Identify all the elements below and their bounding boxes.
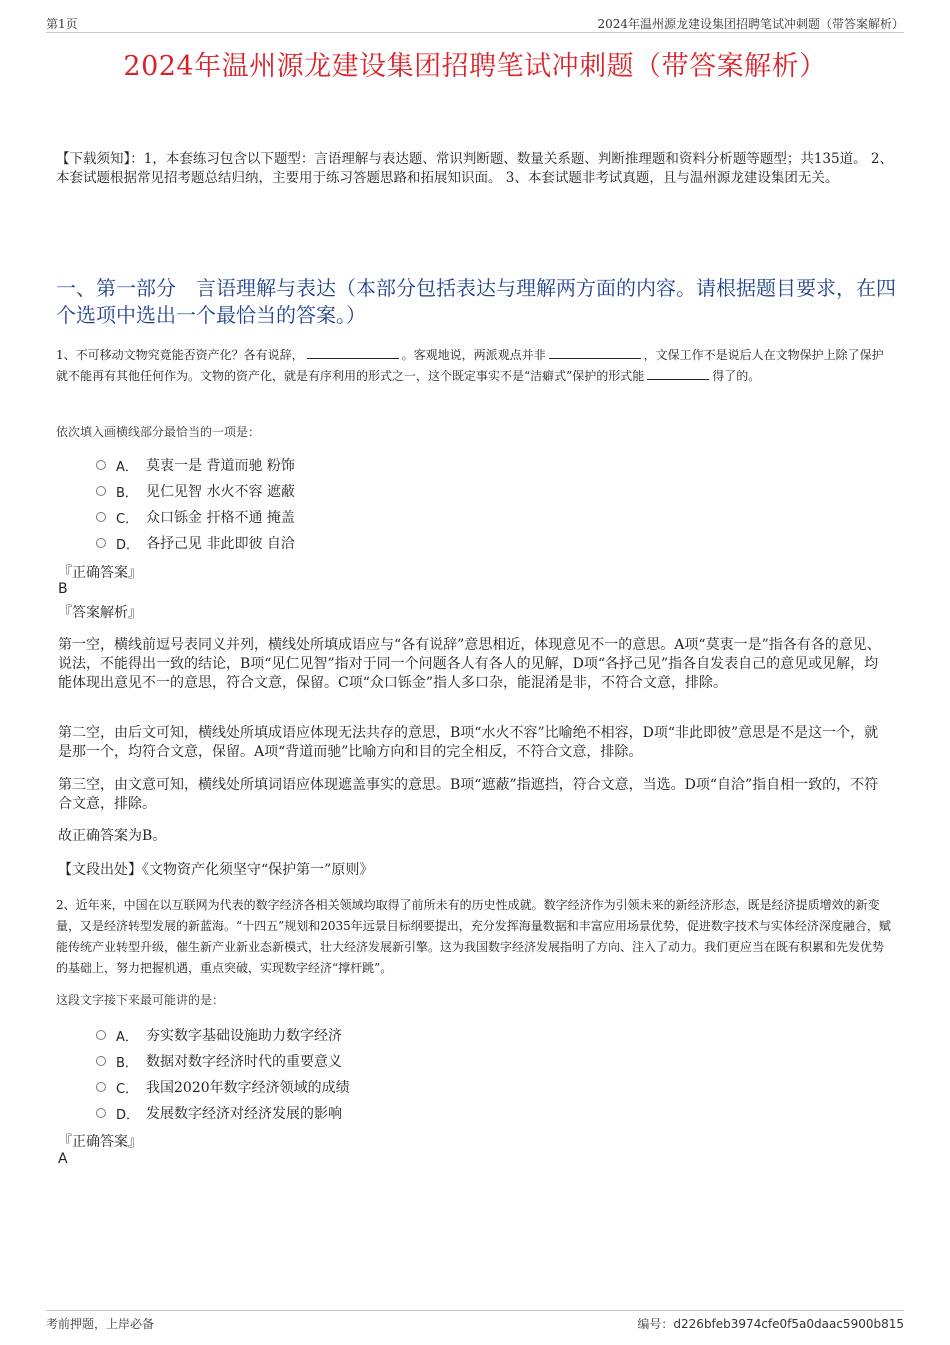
question-2-prompt: 这段文字接下来最可能讲的是： — [56, 993, 225, 1007]
page-number: 第1页 — [46, 17, 78, 31]
radio-icon[interactable] — [96, 1030, 106, 1040]
radio-icon[interactable] — [96, 486, 106, 496]
question-1-prompt: 依次填入画横线部分最恰当的一项是： — [56, 425, 261, 439]
radio-icon[interactable] — [96, 1108, 106, 1118]
radio-icon[interactable] — [96, 1056, 106, 1066]
footer-code: 编号：d226bfeb3974cfe0f5a0daac5900b815 — [637, 1317, 904, 1331]
question-1-options — [96, 452, 295, 556]
option-a[interactable]: A． 莫衷一是 背道而驰 粉饰 — [96, 452, 295, 478]
analysis-label: 『答案解析』 — [58, 605, 142, 621]
analysis-paragraph-1: 第一空，横线前逗号表同义并列，横线处所填成语应与“各有说辞”意思相近，体现意见不一的意思。A项“莫衷一是”指各有各的意见、说法，不能得出一致的结论，B项“见仁见智”指对于同一个问题各人有各人的见解，D项“各抒己见”指各自发表自己的意见或见解，均能体现出意见不一的意思，符合文意，保留。C项“众口铄金”指人多口杂，能混淆是非，不符合文意，排除。 — [58, 637, 881, 691]
radio-icon[interactable] — [96, 538, 106, 548]
analysis-paragraph-2: 第二空，由后文可知，横线处所填成语应体现无法共存的意思，B项“水火不容”比喻绝不相容，D项“非此即彼”意思是不是这一个，就是那一个，均符合文意，保留。A项“背道而驰”比喻方向和目的完全相反，不符合文意，排除。 — [58, 725, 879, 760]
fill-blank-1[interactable] — [307, 345, 399, 359]
analysis-conclusion: 故正确答案为B。 — [58, 828, 167, 844]
question-2-text: 2、近年来，中国在以互联网为代表的数字经济各相关领域均取得了前所未有的历史性成就。数字经济作为引领未来的新经济形态，既是经济提质增效的新变量，又是经济转型发展的新蓝海。“十四五”规划和2035年远景目标纲要提出，充分发挥海量数据和丰富应用场景优势，促进数字技术与实体经济深度融合，赋能传统产业转型升级，催生新产业新业态新模式，壮大经济发展新引擎。这为我国数字经济发展指明了方向、注入了动力。我们更应当在既有积累和先发优势的基础上，努力把握机遇，重点突破，实现数字经济“撑杆跳”。 — [56, 898, 891, 975]
footer-slogan: 考前押题，上岸必备 — [46, 1317, 155, 1331]
option-b[interactable]: B． 见仁见智 水火不容 遮蔽 — [96, 478, 295, 504]
fill-blank-2[interactable] — [549, 345, 641, 359]
download-notice: 【下载须知】：1，本套练习包含以下题型：言语理解与表达题、常识判断题、数量关系题、判断推理题和资料分析题等题型；共135道。 2、本套试题根据常见招考题总结归纳，主要用于练习答题思路和拓展知识面。 3、本套试题非考试真题，且与温州源龙建设集团无关。 — [56, 151, 893, 186]
answer-label: 『正确答案』 — [58, 565, 142, 581]
question-1-text: 1、不可移动文物究竟能否资产化？各有说辞， 。客观地说，两派观点并非 ，文保工作不是说后人在文物保护上除了保护就不能再有其他任何作为。文物的资产化，就是有序利用的形式之一，这个既定事实不是“洁癖式”保护的形式能 得了的。 — [56, 345, 892, 387]
answer-value: A — [58, 1151, 68, 1167]
fill-blank-3[interactable] — [647, 366, 709, 380]
option-d[interactable]: D． 发展数字经济对经济发展的影响 — [96, 1100, 350, 1126]
header-doc-title: 2024年温州源龙建设集团招聘笔试冲刺题（带答案解析） — [597, 17, 904, 31]
option-c[interactable]: C． 众口铄金 扞格不通 掩盖 — [96, 504, 295, 530]
radio-icon[interactable] — [96, 512, 106, 522]
analysis-paragraph-3: 第三空，由文意可知，横线处所填词语应体现遮盖事实的意思。B项“遮蔽”指遮挡，符合文意，当选。D项“自洽”指自相一致的，不符合文意，排除。 — [58, 777, 879, 812]
radio-icon[interactable] — [96, 460, 106, 470]
answer-label: 『正确答案』 — [58, 1134, 142, 1150]
option-b[interactable]: B． 数据对数字经济时代的重要意义 — [96, 1048, 350, 1074]
question-2-options — [96, 1022, 350, 1126]
page-footer — [46, 1310, 904, 1335]
answer-value: B — [58, 581, 68, 597]
section-title: 一、第一部分 言语理解与表达（本部分包括表达与理解两方面的内容。请根据题目要求，在四个选项中选出一个最恰当的答案。） — [56, 276, 896, 327]
page-header — [46, 14, 904, 33]
radio-icon[interactable] — [96, 1082, 106, 1092]
passage-source: 【文段出处】《文物资产化须坚守“保护第一”原则》 — [58, 862, 374, 878]
option-c[interactable]: C． 我国2020年数字经济领域的成绩 — [96, 1074, 350, 1100]
option-d[interactable]: D． 各抒己见 非此即彼 自洽 — [96, 530, 295, 556]
option-a[interactable]: A． 夯实数字基础设施助力数字经济 — [96, 1022, 350, 1048]
page-title: 2024年温州源龙建设集团招聘笔试冲刺题（带答案解析） — [123, 51, 827, 82]
